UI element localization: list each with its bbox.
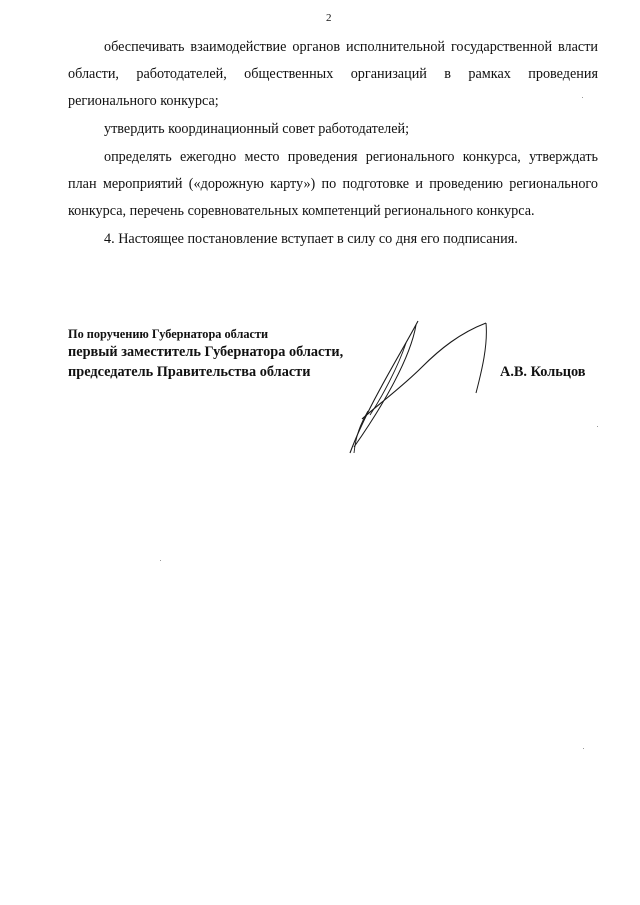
paragraph-interaction: обеспечивать взаимодействие органов исполнительной государственной власти области, работодателей, общественных организаций в рамках проведения регионального конкурса; [68, 39, 598, 109]
signature-authority: По поручению Губернатора области [68, 327, 269, 341]
scan-speck [597, 426, 598, 427]
scan-speck [160, 560, 161, 561]
paragraph-coordination-council: утвердить координационный совет работодателей; [104, 121, 410, 137]
scan-speck [582, 97, 583, 98]
paragraph-entry-into-force: 4. Настоящее постановление вступает в силу со дня его подписания. [104, 231, 518, 247]
signer-position-line-1: первый заместитель Губернатора области, [68, 344, 344, 360]
scan-speck [583, 748, 584, 749]
signature-block [68, 326, 343, 382]
document-body [68, 34, 598, 253]
page-number: 2 [326, 12, 332, 24]
signer-position-line-2: председатель Правительства области [68, 364, 311, 380]
signer-name: А.В. Кольцов [500, 364, 586, 380]
paragraph-annual-venue: определять ежегодно место проведения регионального конкурса, утверждать план мероприятий («дорожную карту») по подготовке и проведению регионального конкурса, перечень соревновательных компетенций регионального конкурса. [68, 149, 598, 219]
handwritten-signature [340, 315, 500, 460]
